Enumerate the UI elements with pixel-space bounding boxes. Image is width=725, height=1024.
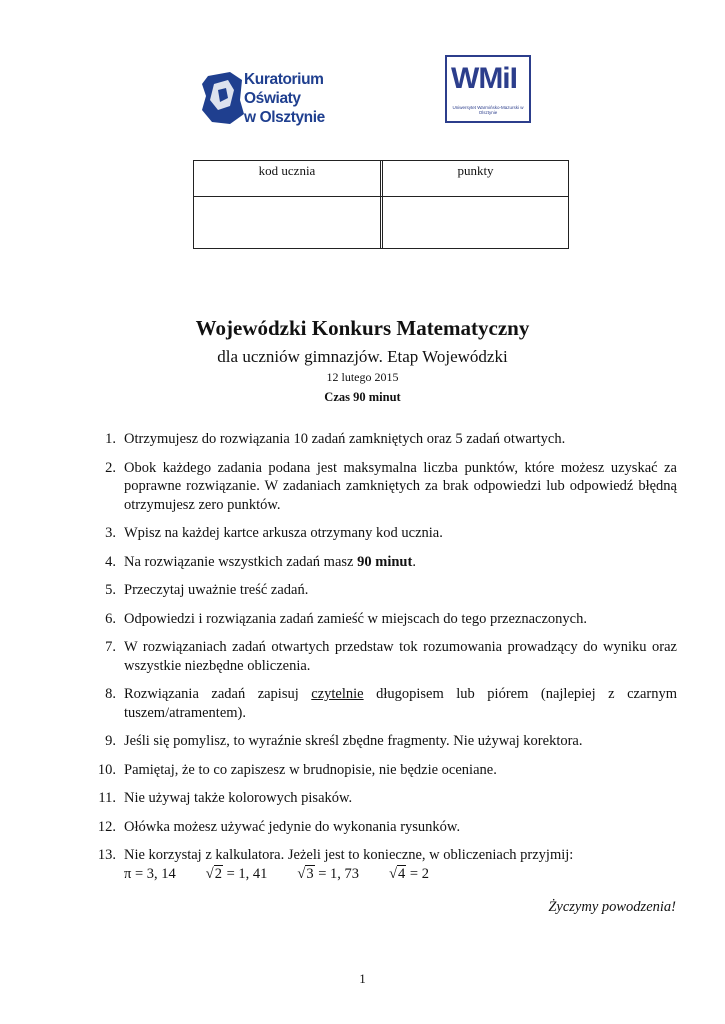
item-text: Obok każdego zadania podana jest maksymalna liczba punktów, które możesz uzyskać za poprawne rozwiązanie. W zadaniach zamkniętych za brak odpowiedzi lub odpowiedź błędną otrzymujesz zero punktów.	[124, 459, 677, 513]
student-code-table	[193, 160, 569, 249]
list-item	[90, 430, 677, 449]
kuratorium-logo-text	[244, 70, 360, 127]
page-title: Wojewódzki Konkurs Matematyczny	[195, 316, 530, 340]
item-text: Rozwiązania zadań zapisuj	[124, 686, 312, 702]
closing-wish: Życzymy powodzenia!	[548, 899, 676, 915]
item-number: 10.	[97, 761, 116, 778]
item-number: 4.	[105, 553, 116, 570]
list-item	[90, 581, 677, 600]
list-item	[90, 846, 677, 883]
item-number: 1.	[105, 431, 116, 447]
constants-row	[124, 865, 677, 884]
item-number: 9.	[105, 733, 116, 749]
radicand: 4	[398, 865, 406, 882]
item-number: 11.	[98, 790, 116, 806]
radicand: 3	[306, 865, 314, 882]
constant-value: = 1, 73	[314, 865, 360, 882]
list-item	[90, 685, 677, 722]
list-item	[90, 638, 677, 675]
item-text-end: .	[412, 553, 416, 570]
points-header: punkty	[457, 163, 494, 178]
item-text: Nie korzystaj z kalkulatora. Jeżeli jest to konieczne, w obliczeniach przyjmij:	[124, 847, 574, 863]
exam-date: 12 lutego 2015	[326, 370, 399, 384]
item-number: 2.	[105, 459, 116, 476]
list-item	[90, 553, 677, 572]
wmii-logo-subtext: Uniwersytet Warmińsko-Mazurski w Olsztynie	[452, 105, 524, 115]
item-number: 7.	[105, 639, 116, 655]
kuratorium-logo	[200, 68, 360, 130]
logo-text-line1: Kuratorium Oświaty	[244, 71, 324, 107]
item-text: Odpowiedzi i rozwiązania zadań zamieść w miejscach do tego przeznaczonych.	[124, 610, 587, 627]
item-text: Nie używaj także kolorowych pisaków.	[124, 790, 353, 806]
constant-sqrt2: √2 = 1, 41	[205, 865, 268, 882]
item-text: Jeśli się pomylisz, to wyraźnie skreśl zbędne fragmenty. Nie używaj korektora.	[124, 733, 583, 749]
table-divider-vertical	[380, 161, 383, 248]
wmii-logo	[445, 55, 531, 123]
list-item	[90, 524, 677, 543]
instructions-list	[90, 430, 677, 893]
item-number: 12.	[97, 818, 116, 835]
region-map-icon	[200, 70, 244, 126]
constant-pi: π = 3, 14	[124, 865, 176, 882]
item-number: 5.	[105, 582, 116, 598]
item-text-end: długopisem lub piórem (najlepiej z czarnym tuszem/atramentem).	[124, 686, 677, 721]
radicand: 2	[214, 865, 222, 882]
item-number: 6.	[105, 610, 116, 627]
constant-sqrt3: √3 = 1, 73	[297, 865, 360, 882]
item-text-underlined: czytelnie	[311, 686, 364, 702]
item-text-bold: 90 minut	[357, 553, 413, 570]
constant-value: = 1, 41	[222, 865, 268, 882]
student-code-header: kod ucznia	[258, 163, 316, 178]
list-item	[90, 789, 677, 808]
page-number: 1	[359, 971, 366, 986]
wmii-logo-mark: WMiI	[451, 62, 517, 95]
item-text: W rozwiązaniach zadań otwartych przedstaw tok rozumowania prowadzący do wyniku oraz wszystkie niezbędne obliczenia.	[124, 639, 677, 674]
item-text: Ołówka możesz używać jedynie do wykonania rysunków.	[124, 818, 461, 835]
list-item	[90, 459, 677, 515]
item-text: Otrzymujesz do rozwiązania 10 zadań zamkniętych oraz 5 zadań otwartych.	[124, 431, 566, 447]
list-item	[90, 610, 677, 629]
item-number: 8.	[105, 686, 116, 702]
list-item	[90, 732, 677, 751]
logo-text-line2: w Olsztynie	[244, 109, 325, 126]
item-text: Wpisz na każdej kartce arkusza otrzymany kod ucznia.	[124, 525, 443, 541]
item-number: 13.	[97, 847, 116, 863]
page-subtitle: dla uczniów gimnazjów. Etap Wojewódzki	[217, 347, 508, 366]
item-text: Pamiętaj, że to co zapiszesz w brudnopisie, nie będzie oceniane.	[124, 761, 497, 778]
table-divider-horizontal	[194, 196, 568, 197]
item-text: Przeczytaj uważnie treść zadań.	[124, 582, 309, 598]
constant-sqrt4: √4 = 2	[389, 865, 429, 882]
exam-time: Czas 90 minut	[324, 390, 401, 404]
list-item	[90, 761, 677, 780]
constant-value: = 2	[406, 865, 429, 882]
list-item	[90, 818, 677, 837]
item-number: 3.	[105, 525, 116, 541]
item-text: Na rozwiązanie wszystkich zadań masz	[124, 553, 358, 570]
